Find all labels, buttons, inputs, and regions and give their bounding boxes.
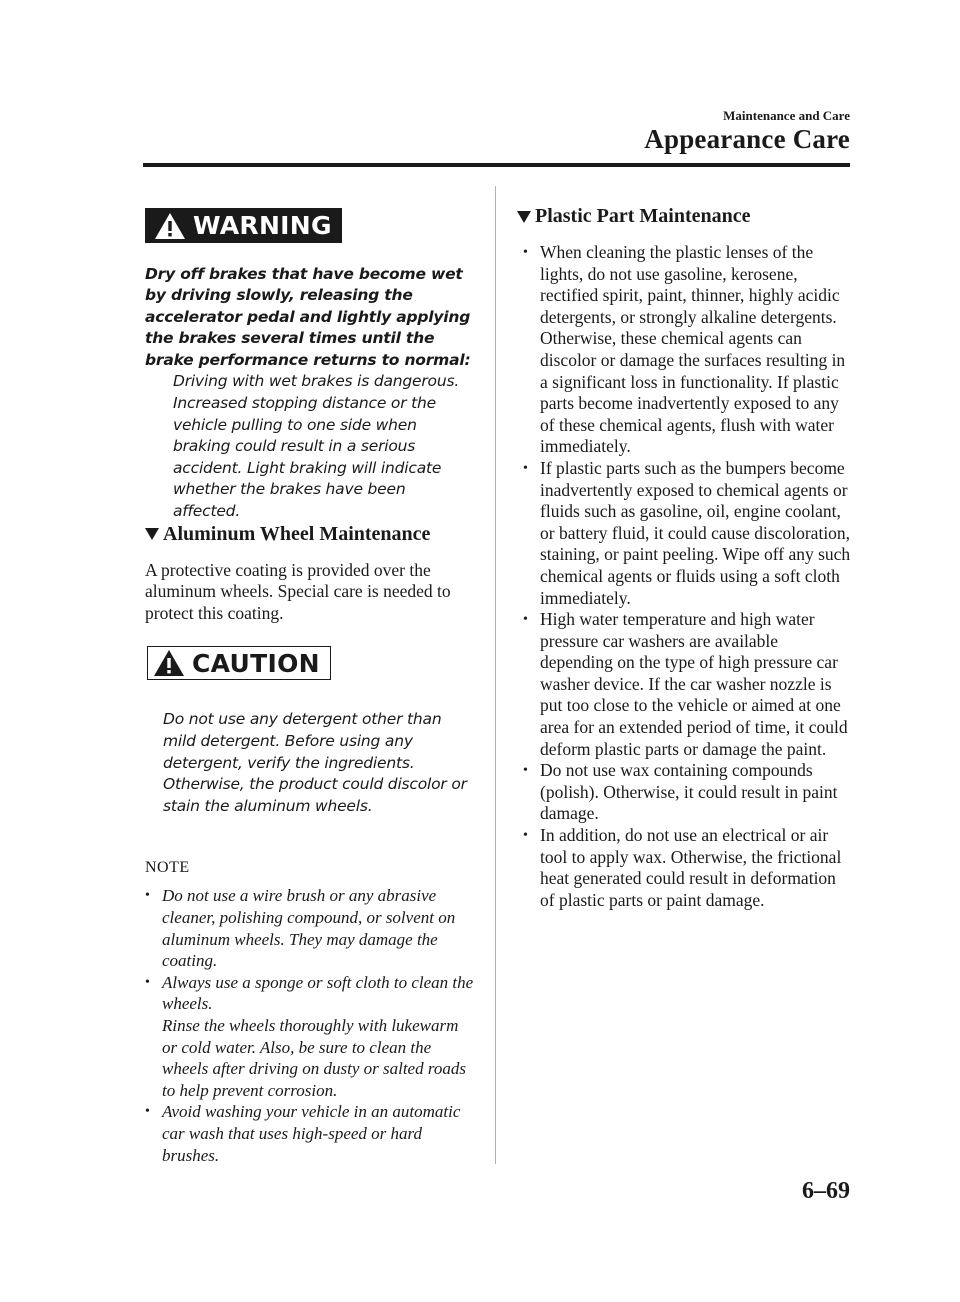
note-item <box>145 885 475 971</box>
aluminum-intro: A protective coating is provided over the aluminum wheels. Special care is needed to protect this coating. <box>145 559 451 623</box>
list-item-text: Do not use wax containing compounds (polish). Otherwise, it could result in paint damage. <box>540 760 838 824</box>
bullet: • <box>145 888 150 904</box>
right-column <box>517 205 852 911</box>
bullet: • <box>145 974 150 990</box>
list-item <box>517 458 852 609</box>
page-title: Appearance Care <box>644 124 850 154</box>
warning-bold-text: Dry off brakes that have become wet by driving slowly, releasing the accelerator pedal and lightly applying the brakes several times until the brake performance returns to normal: <box>145 264 471 369</box>
caution-label: CAUTION <box>192 648 320 678</box>
warning-triangle-icon <box>153 211 187 241</box>
note-text: Do not use a wire brush or any abrasive cleaner, polishing compound, or solvent on aluminum wheels. They may damage the coating. <box>162 886 456 971</box>
caution-badge <box>147 646 331 680</box>
aluminum-heading <box>145 523 475 546</box>
caution-triangle-icon <box>152 648 186 678</box>
plastic-heading <box>517 205 852 228</box>
warning-label: WARNING <box>193 211 332 240</box>
page-number: 6–69 <box>802 1178 850 1204</box>
column-divider <box>495 186 496 1164</box>
bullet: • <box>523 245 528 260</box>
note-text: Avoid washing your vehicle in an automatic car wash that uses high-speed or hard brushes. <box>162 1102 461 1165</box>
list-item-text: When cleaning the plastic lenses of the lights, do not use gasoline, kerosene, rectified spirit, paint, thinner, highly acidic detergents, or strongly alkaline detergents. Otherwise, these chemical agents can discolor or damage the surfaces resulting in a significant loss in functionality. If plastic parts become inadvertently exposed to any of these chemical agents, flush with water immediately. <box>540 242 846 457</box>
note-title: NOTE <box>145 859 190 877</box>
list-item <box>517 609 852 760</box>
list-item <box>517 825 852 911</box>
heading-marker-icon <box>517 210 531 224</box>
list-item-text: In addition, do not use an electrical or air tool to apply wax. Otherwise, the frictional heat generated could result in deformation of plastic parts or paint damage. <box>540 825 842 910</box>
bullet: • <box>523 460 528 476</box>
bullet: • <box>523 763 528 779</box>
warning-body-text: Driving with wet brakes is dangerous. Increased stopping distance or the vehicle pulling to one side when braking could result in a serious accident. Light braking will indicate whether the brakes have been affected. <box>173 372 460 521</box>
bullet: • <box>145 1104 150 1120</box>
note-text: Always use a sponge or soft cloth to clean the wheels. <box>162 972 474 1014</box>
note-list <box>145 885 475 1166</box>
plastic-heading-text: Plastic Part Maintenance <box>535 205 751 227</box>
left-column <box>145 208 475 1166</box>
caution-body-text: Do not use any detergent other than mild detergent. Before using any detergent, verify the ingredients. Otherwise, the product could discolor or stain the aluminum wheels. <box>163 710 467 815</box>
header-rule <box>143 163 850 167</box>
note-item <box>145 972 475 1102</box>
list-item <box>517 760 852 825</box>
list-item-text: If plastic parts such as the bumpers become inadvertently exposed to chemical agents or fluids such as gasoline, oil, engine coolant, or battery fluid, it could cause discoloration, staining, or paint peeling. Wipe off any such chemical agents or fluids using a soft cloth immediately. <box>540 457 851 608</box>
warning-badge-wrap <box>145 208 332 246</box>
heading-marker-icon <box>145 527 159 541</box>
note-extra-text: Rinse the wheels thoroughly with lukewarm or cold water. Also, be sure to clean the wheels after driving on dusty or salted roads to help prevent corrosion. <box>162 1015 466 1100</box>
header-section-label: Maintenance and Care <box>723 108 850 123</box>
bullet: • <box>523 828 528 844</box>
list-item <box>517 242 852 458</box>
aluminum-heading-text: Aluminum Wheel Maintenance <box>163 522 431 545</box>
bullet: • <box>523 612 528 628</box>
note-item <box>145 1101 475 1166</box>
warning-badge <box>145 208 342 243</box>
caution-badge-wrap <box>147 646 475 683</box>
list-item-text: High water temperature and high water pressure car washers are available depending on the type of high pressure car washer device. If the car washer nozzle is put too close to the vehicle or aimed at one area for an extended period of time, it could deform plastic parts or damage the paint. <box>540 609 848 759</box>
plastic-list <box>517 242 852 911</box>
